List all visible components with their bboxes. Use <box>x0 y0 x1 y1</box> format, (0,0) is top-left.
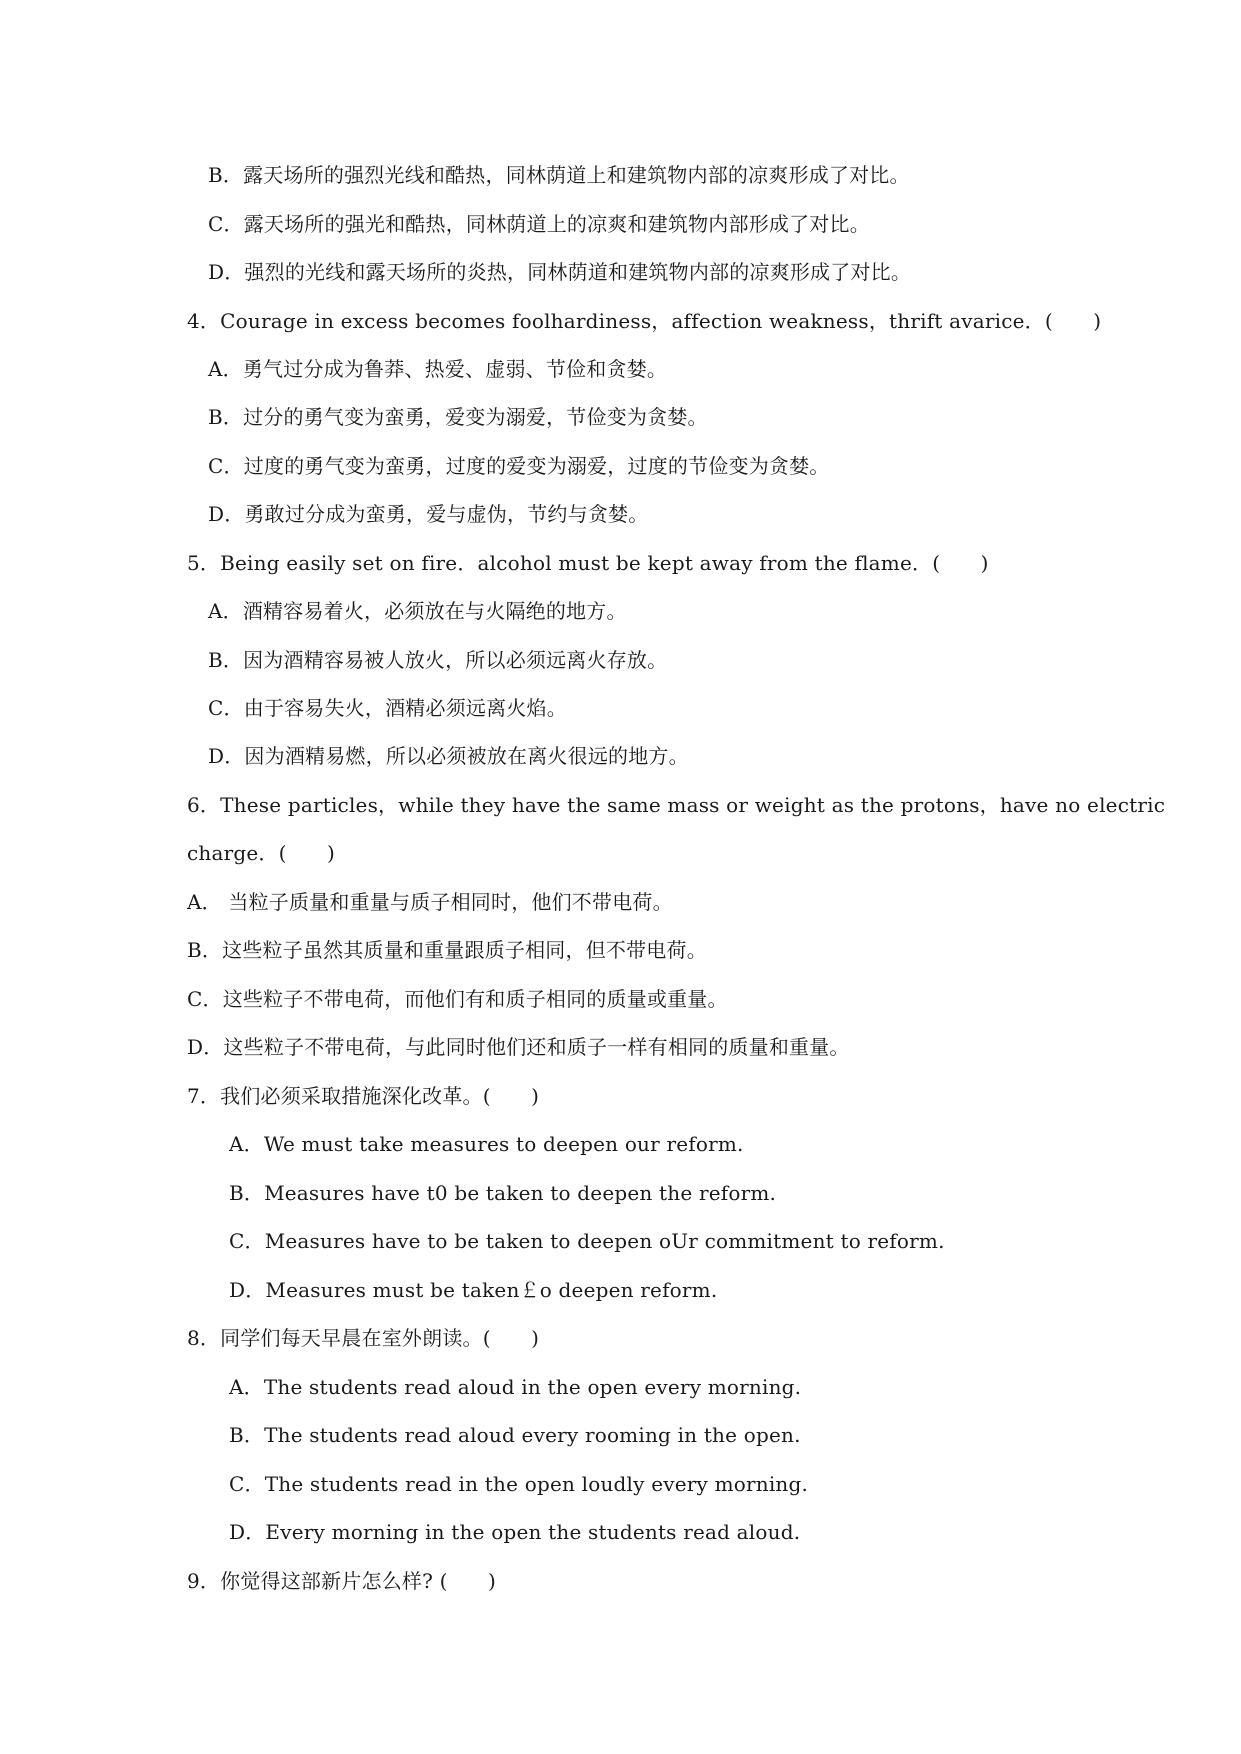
q7-option-d: D．Measures must be taken￡o deepen reform. <box>229 1278 718 1302</box>
q4-stem: 4．Courage in excess becomes foolhardiness，affection weakness，thrift avarice．( ) <box>187 309 1102 333</box>
q8-stem: 8．同学们每天早晨在室外朗读。( ) <box>187 1326 540 1350</box>
q6-option-c: C．这些粒子不带电荷，而他们有和质子相同的质量或重量。 <box>187 987 728 1011</box>
q5-stem: 5．Being easily set on fire．alcohol must be kept away from the flame．( ) <box>187 551 989 575</box>
q8-option-c: C．The students read in the open loudly every morning. <box>229 1472 809 1496</box>
q8-option-b: B．The students read aloud every rooming in the open. <box>229 1423 801 1447</box>
q3-option-d: D．强烈的光线和露天场所的炎热，同林荫道和建筑物内部的凉爽形成了对比。 <box>208 260 912 284</box>
q4-option-b: B．过分的勇气变为蛮勇，爱变为溺爱，节俭变为贪婪。 <box>208 405 708 429</box>
q3-option-c: C．露天场所的强光和酷热，同林荫道上的凉爽和建筑物内部形成了对比。 <box>208 212 870 236</box>
q3-option-b: B．露天场所的强烈光线和酷热，同林荫道上和建筑物内部的凉爽形成了对比。 <box>208 163 910 187</box>
q8-option-a: A．The students read aloud in the open every morning. <box>229 1375 802 1399</box>
q7-option-b: B．Measures have t0 be taken to deepen the reform. <box>229 1181 777 1205</box>
q6-option-b: B．这些粒子虽然其质量和重量跟质子相同，但不带电荷。 <box>187 938 707 962</box>
q6-option-a: A． 当粒子质量和重量与质子相同时，他们不带电荷。 <box>187 890 673 914</box>
q4-option-c: C．过度的勇气变为蛮勇，过度的爱变为溺爱，过度的节俭变为贪婪。 <box>208 454 830 478</box>
q5-option-a: A．酒精容易着火，必须放在与火隔绝的地方。 <box>208 599 627 623</box>
q4-option-d: D．勇敢过分成为蛮勇，爱与虚伪，节约与贪婪。 <box>208 502 649 526</box>
q6-stem-line1: 6．These particles，while they have the same mass or weight as the protons，have no electric <box>187 793 1166 817</box>
q7-option-c: C．Measures have to be taken to deepen oUr commitment to reform. <box>229 1229 945 1253</box>
q6-option-d: D．这些粒子不带电荷，与此同时他们还和质子一样有相同的质量和重量。 <box>187 1035 850 1059</box>
q4-option-a: A．勇气过分成为鲁莽、热爱、虚弱、节俭和贪婪。 <box>208 357 668 381</box>
q7-option-a: A．We must take measures to deepen our reform. <box>229 1132 744 1156</box>
q5-option-c: C．由于容易失火，酒精必须远离火焰。 <box>208 696 567 720</box>
q8-option-d: D．Every morning in the open the students read aloud. <box>229 1520 801 1544</box>
q5-option-b: B．因为酒精容易被人放火，所以必须远离火存放。 <box>208 648 668 672</box>
q5-option-d: D．因为酒精易燃，所以必须被放在离火很远的地方。 <box>208 744 689 768</box>
q6-stem-line2: charge．( ) <box>187 841 336 865</box>
q9-stem: 9．你觉得这部新片怎么样? ( ) <box>187 1569 497 1593</box>
q7-stem: 7．我们必须采取措施深化改革。( ) <box>187 1084 540 1108</box>
